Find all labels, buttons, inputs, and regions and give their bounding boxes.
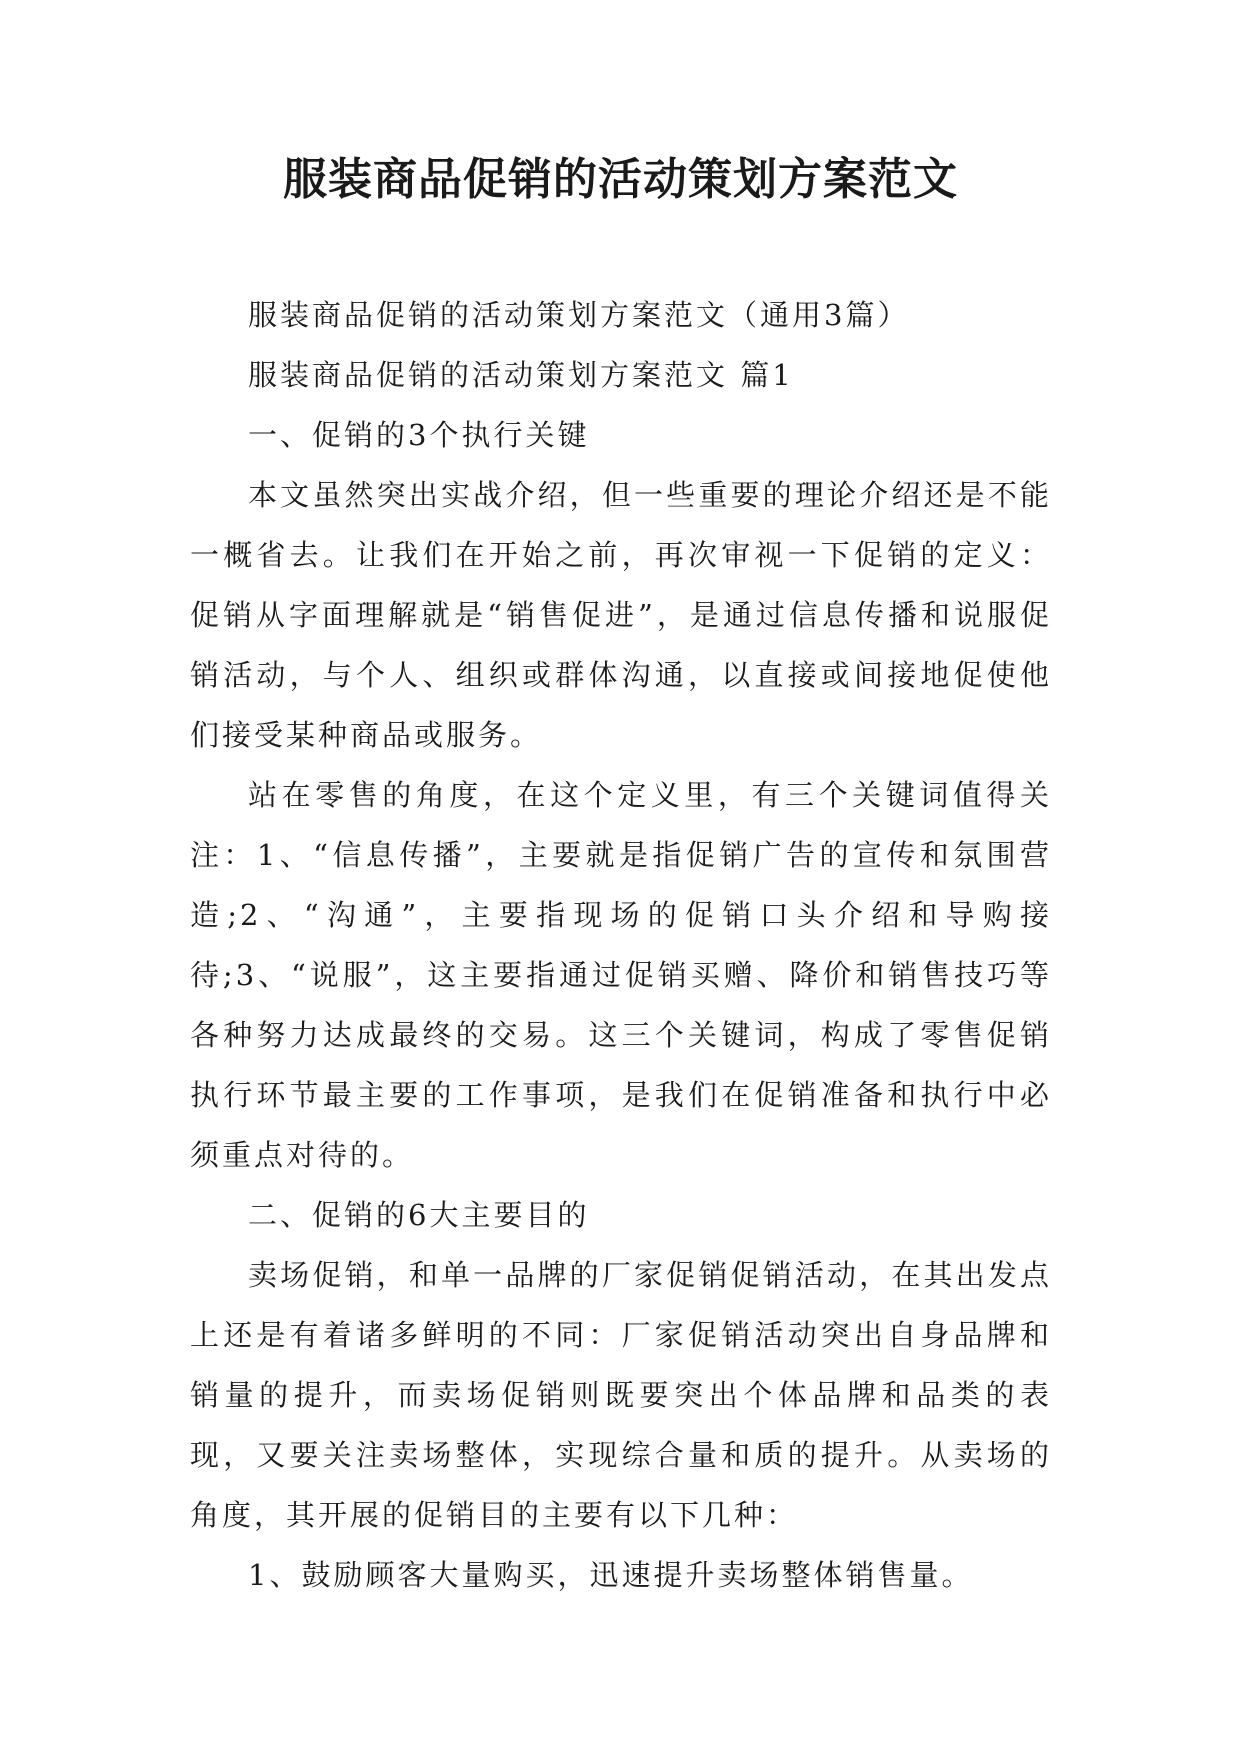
subtitle-paragraph: 服装商品促销的活动策划方案范文（通用3篇）: [248, 298, 910, 332]
document-title: 服装商品促销的活动策划方案范文: [283, 154, 958, 205]
list-item: 1、鼓励顾客大量购买，迅速提升卖场整体销售量。: [248, 1558, 974, 1592]
body-paragraph: 本文虽然突出实战介绍，但一些重要的理论介绍还是不能一概省去。让我们在开始之前，再次审视一下促销的定义：促销从字面理解就是“销售促进”，是通过信息传播和说服促销活动，与个人、组织或群体沟通，以直接或间接地促使他们接受某种商品或服务。: [190, 478, 1052, 752]
body-paragraph: 卖场促销，和单一品牌的厂家促销促销活动，在其出发点上还是有着诸多鲜明的不同：厂家促销活动突出自身品牌和销量的提升，而卖场促销则既要突出个体品牌和品类的表现，又要关注卖场整体，实现综合量和质的提升。从卖场的角度，其开展的促销目的主要有以下几种：: [190, 1258, 1052, 1532]
article-heading: 服装商品促销的活动策划方案范文 篇1: [248, 358, 794, 392]
body-paragraph: 站在零售的角度，在这个定义里，有三个关键词值得关注：1、“信息传播”，主要就是指促销广告的宣传和氛围营造;2、“沟通”，主要指现场的促销口头介绍和导购接待;3、“说服”，这主要指通过促销买赠、降价和销售技巧等各种努力达成最终的交易。这三个关键词，构成了零售促销执行环节最主要的工作事项，是我们在促销准备和执行中必须重点对待的。: [190, 778, 1052, 1172]
document-body: [190, 285, 1052, 1605]
section-heading-2: 二、促销的6大主要目的: [248, 1198, 590, 1232]
section-heading-1: 一、促销的3个执行关键: [248, 418, 590, 452]
